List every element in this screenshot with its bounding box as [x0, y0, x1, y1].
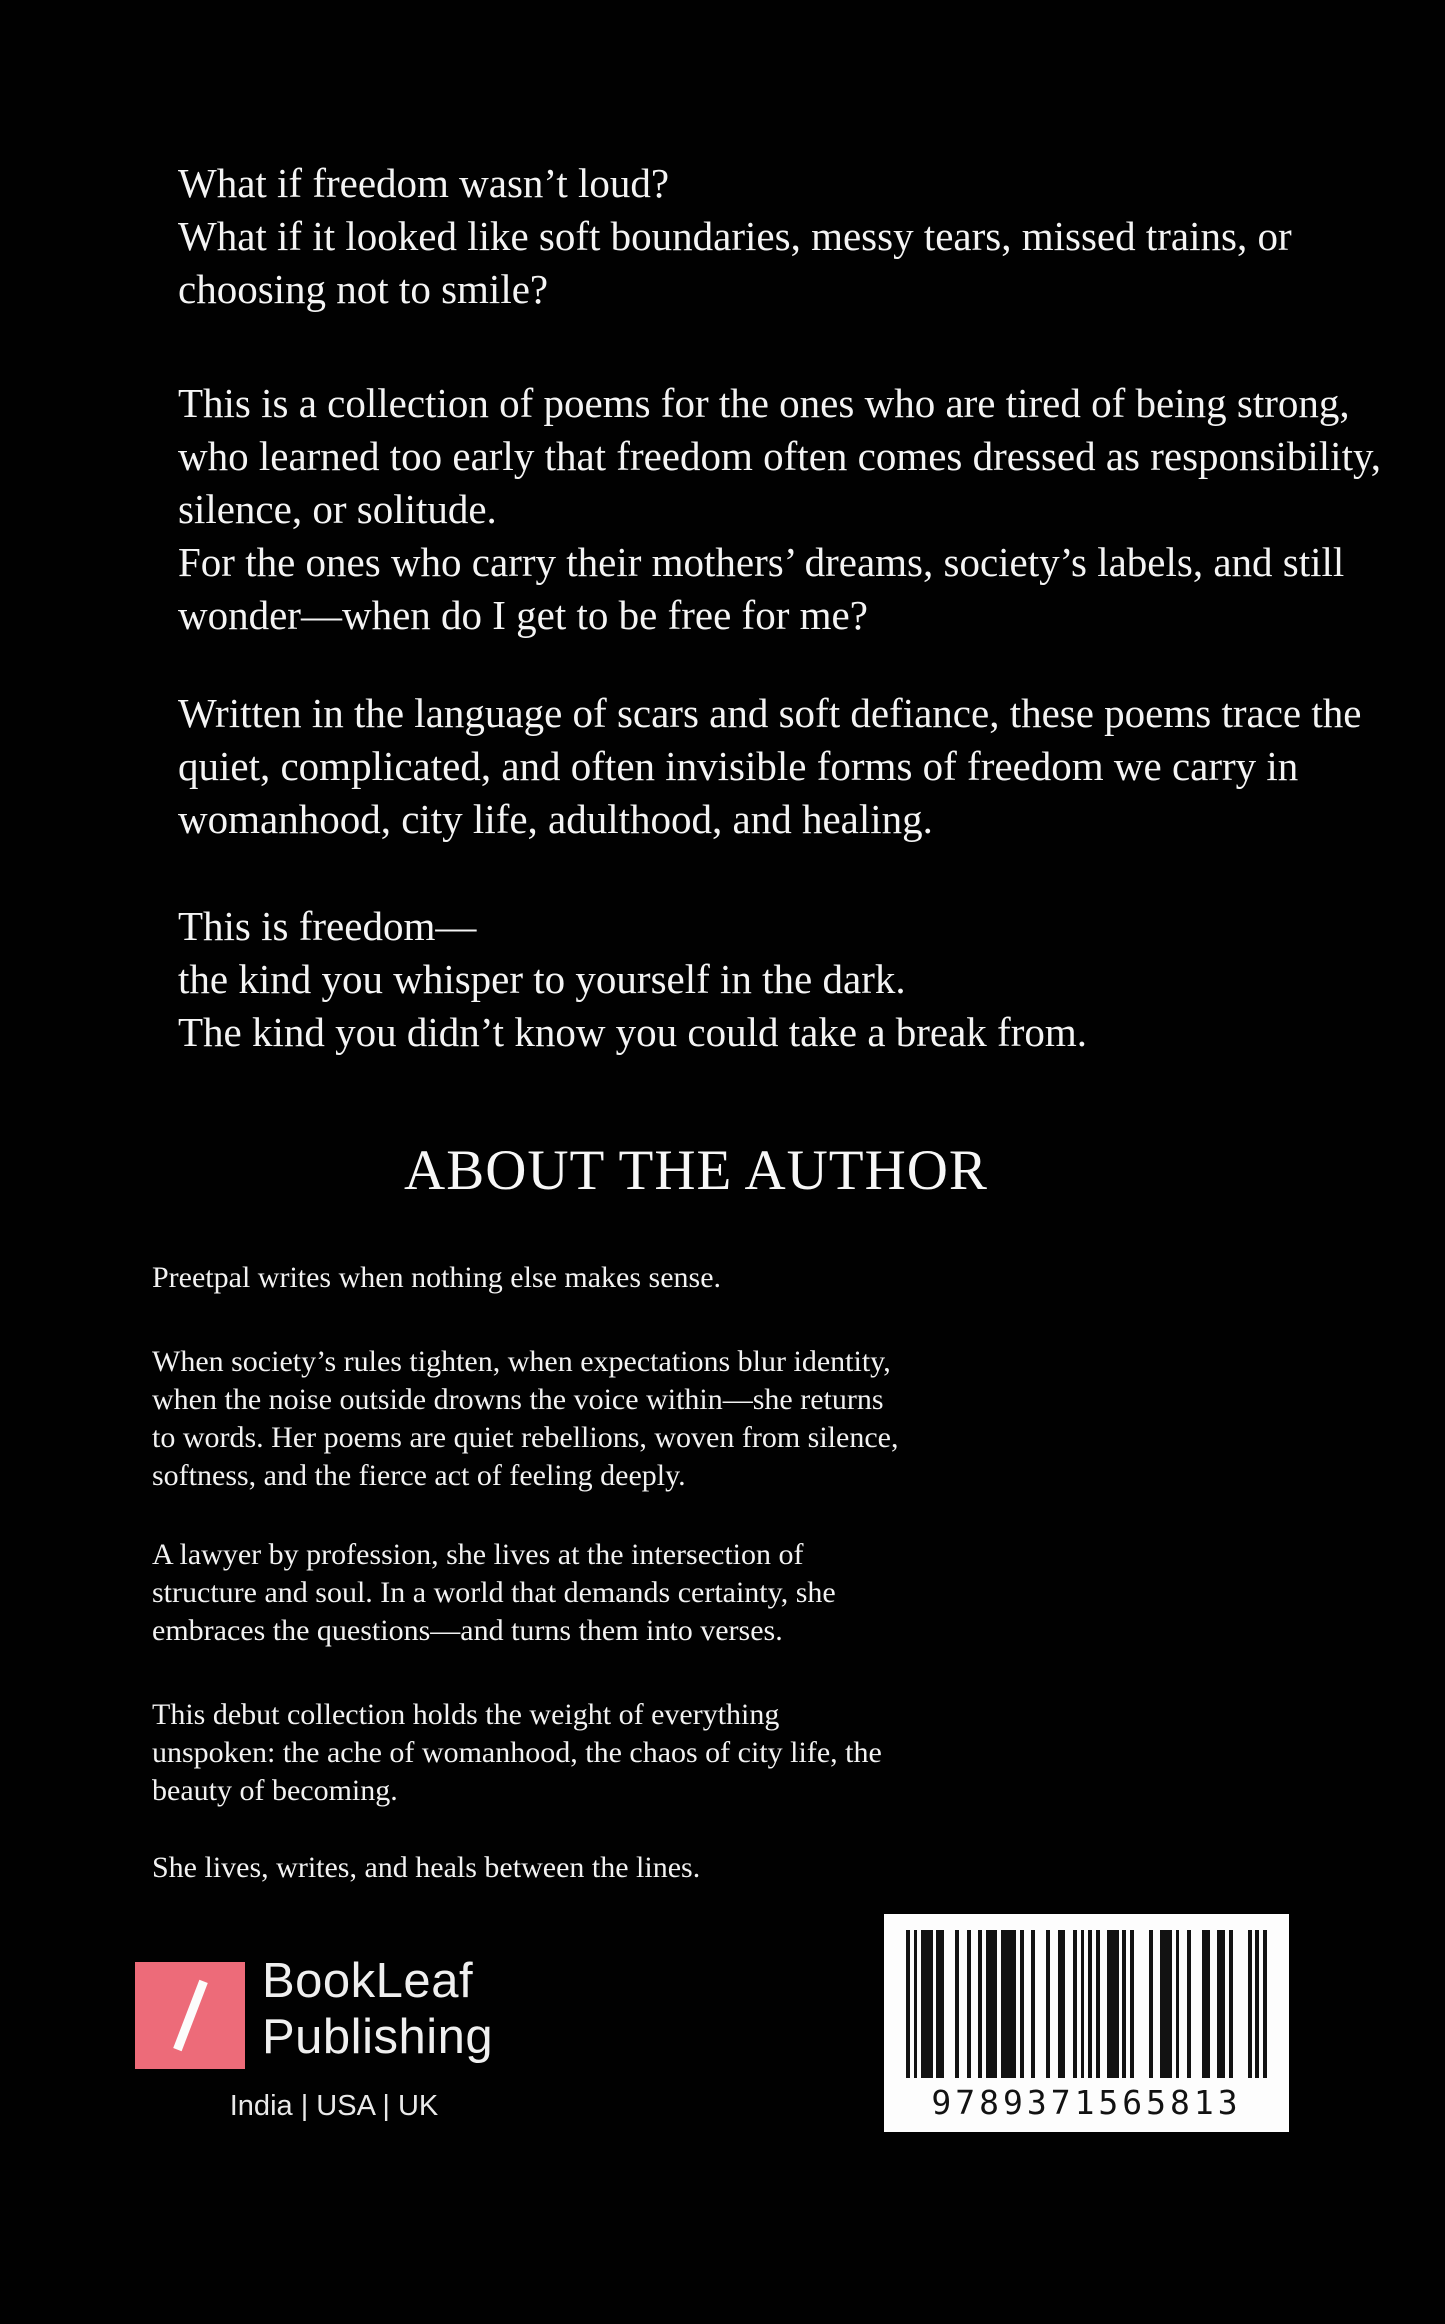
text-line: This is a collection of poems for the ones who are tired of being strong, [178, 380, 1350, 426]
author-bio [152, 1259, 932, 1930]
text-line: A lawyer by profession, she lives at the intersection of [152, 1538, 804, 1571]
publisher-name [262, 1953, 493, 2065]
text-line: When society’s rules tighten, when expectations blur identity, [152, 1345, 891, 1378]
barcode-bar [1263, 1930, 1267, 2078]
text-line: unspoken: the ache of womanhood, the chaos of city life, the [152, 1736, 882, 1769]
text-line: This debut collection holds the weight of everything [152, 1698, 780, 1731]
paragraph [178, 900, 1388, 1059]
back-cover-blurb [178, 157, 1388, 1111]
text-line: What if freedom wasn’t loud? [178, 160, 670, 206]
barcode-bars [906, 1930, 1267, 2078]
text-line: She lives, writes, and heals between the lines. [152, 1851, 701, 1884]
publisher-regions: India | USA | UK [229, 2090, 439, 2122]
paragraph [152, 1536, 932, 1650]
paragraph [152, 1849, 932, 1887]
text-line: The kind you didn’t know you could take a break from. [178, 1009, 1088, 1055]
text-line: silence, or solitude. [178, 486, 497, 532]
text-line: the kind you whisper to yourself in the dark. [178, 956, 906, 1002]
text-line: when the noise outside drowns the voice within—she returns [152, 1383, 884, 1416]
text-line: wonder—when do I get to be free for me? [178, 592, 868, 638]
text-line: What if it looked like soft boundaries, messy tears, missed trains, or [178, 213, 1292, 259]
text-line: choosing not to smile? [178, 266, 549, 312]
text-line: beauty of becoming. [152, 1774, 398, 1807]
bookleaf-logo-mark [135, 1962, 245, 2069]
publisher-name-line2: Publishing [262, 2010, 494, 2064]
text-line: Preetpal writes when nothing else makes sense. [152, 1261, 722, 1294]
barcode-number: 9789371565813 [931, 2083, 1242, 2122]
paragraph [152, 1696, 932, 1810]
about-the-author-heading: ABOUT THE AUTHOR [404, 1139, 988, 1202]
paragraph [178, 157, 1388, 316]
publisher-name-line1: BookLeaf [262, 1954, 474, 2008]
text-line: This is freedom— [178, 903, 477, 949]
paragraph [152, 1343, 932, 1495]
text-line: to words. Her poems are quiet rebellions, woven from silence, [152, 1421, 899, 1454]
paragraph [178, 687, 1388, 846]
text-line: who learned too early that freedom often comes dressed as responsibility, [178, 433, 1382, 479]
text-line: softness, and the fierce act of feeling deeply. [152, 1459, 686, 1492]
slash-icon [173, 1980, 208, 2051]
text-line: quiet, complicated, and often invisible forms of freedom we carry in [178, 743, 1299, 789]
paragraph [178, 377, 1388, 642]
text-line: womanhood, city life, adulthood, and healing. [178, 796, 933, 842]
text-line: For the ones who carry their mothers’ dreams, society’s labels, and still [178, 539, 1345, 585]
text-line: Written in the language of scars and soft defiance, these poems trace the [178, 690, 1362, 736]
paragraph [152, 1259, 932, 1297]
isbn-barcode [884, 1914, 1289, 2132]
text-line: structure and soul. In a world that demands certainty, she [152, 1576, 836, 1609]
text-line: embraces the questions—and turns them into verses. [152, 1614, 783, 1647]
